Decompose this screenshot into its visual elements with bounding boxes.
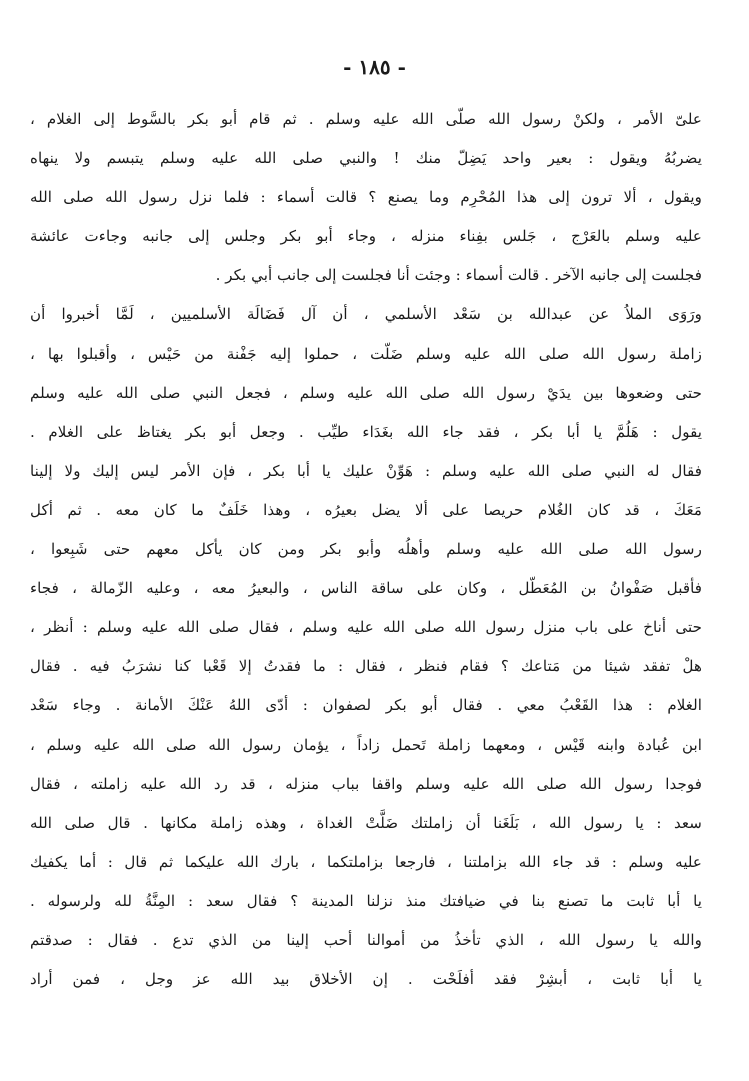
text-line: يا أبا ثابت ما تصنع بنا في ضيافتك منذ نزلنا المدينة ؟ فقال سعد : المِنَّةُ لله ولرسوله . xyxy=(30,891,702,910)
text-line: مَعَكَ ، قد كان الغُلام حريصا على ألا يضل بعيرُه ، وهذا خَلَفٌ ما كان معه . ثم أكل xyxy=(30,500,702,519)
text-line: عليه وسلم بالعَرْج ، جَلس بفِناء منزله ، وجاء أبو بكر وجلس إلى جانبه وجاءت عائشة xyxy=(30,227,702,246)
text-line: فأقبل صَفْوانُ بن المُعَطّل ، وكان على ساقة الناس ، والبعيرُ معه ، وعليه الزّمالة ، فجاء xyxy=(30,579,702,598)
page-body xyxy=(30,100,702,999)
text-line: هلْ تفقد شيئا من مَتاعك ؟ فقام فنظر ، فقال : ما فقدتُ إلا قَعْبا كنا نشرَبُ فيه . فقال xyxy=(30,657,702,676)
text-line: فقال له النبي صلى الله عليه وسلم : هَوِّنْ عليك يا أبا بكر ، فإن الأمر ليس إليك ولا إلينا xyxy=(30,461,702,480)
text-line: الغلام : هذا القَعْبُ معي . فقال أبو بكر لصفوان : أدّى اللهُ عَنْكَ الأمانة . وجاء سَعْد xyxy=(30,696,702,715)
text-line: يا أبا ثابت ، أبشِرْ فقد أفلَحْت . إن الأخلاق بيد الله عز وجل ، فمن أراد xyxy=(30,970,702,989)
text-line: سعد : يا رسول الله ، بَلَغَنا أن زاملتك ضَلَّتْ الغداة ، وهذه زاملة مكانها . قال صلى الله xyxy=(30,813,702,832)
text-line: حتى أناخ على باب منزل رسول الله صلى الله عليه وسلم ، فقال صلى الله عليه وسلم : أنظر ، xyxy=(30,618,702,637)
text-line: يقول : هَلُمَّ يا أبا بكر ، فقد جاء الله بغَدَاء طيِّب . وجعل أبو بكر يغتاظ على الغلام . xyxy=(30,422,702,441)
text-line: علىّ الأمر ، ولكنْ رسول الله صلّى الله عليه وسلم . ثم قام أبو بكر بالسَّوط إلى الغلام ، xyxy=(30,110,702,128)
text-line: زاملة رسول الله صلى الله عليه وسلم ضَلّت ، حملوا إليه جَفْنة من حَيْس ، وأقبلوا بها ، xyxy=(30,344,702,363)
text-line: ويقول ، ألا ترون إلى هذا المُحْرِم وما يصنع ؟ قالت أسماء : فلما نزل رسول الله صلى الله xyxy=(30,188,702,207)
text-line: ورَوَى الملاُ عن عبدالله بن سَعْد الأسلمي ، أن آل فَضَالَة الأسلميين ، لَمَّا أخبروا أن xyxy=(30,305,702,324)
text-line: والله يا رسول الله ، الذي تأخذُ من أموالنا أحب إلينا من الذي تدع . فقال : صدقتم xyxy=(30,930,702,949)
text-line: رسول الله صلى الله عليه وسلم وأهلُه وأبو بكر ومن كان يأكل معهم حتى شَبِعوا ، xyxy=(30,540,702,559)
text-line: ابن عُبادة وابنه قَيْس ، ومعهما زاملة تَحمل زاداً ، يؤمان رسول الله صلى الله عليه وسلم ، xyxy=(30,735,702,754)
text-line: عليه وسلم : قد جاء الله بزاملتنا ، فارجعا بزاملتكما ، بارك الله عليكما ثم قال : أما يكفيك xyxy=(30,852,702,871)
page-number: - ١٨٥ - xyxy=(343,55,406,79)
text-line: فوجدا رسول الله صلى الله عليه وسلم واقفا بباب منزله ، قد رد الله عليه زاملته ، فقال xyxy=(30,774,702,793)
text-line: حتى وضعوها بين يدَيْ رسول الله صلى الله عليه وسلم ، فجعل النبي صلى الله عليه وسلم xyxy=(30,383,702,402)
text-line: يضربُهُ ويقول : بعير واحد يَضِلّ منك ! والنبي صلى الله عليه وسلم يتبسم ولا ينهاه xyxy=(30,149,702,168)
text-line: فجلست إلى جانبه الآخر . قالت أسماء : وجئت أنا فجلست إلى جانب أبي بكر . xyxy=(215,266,702,285)
